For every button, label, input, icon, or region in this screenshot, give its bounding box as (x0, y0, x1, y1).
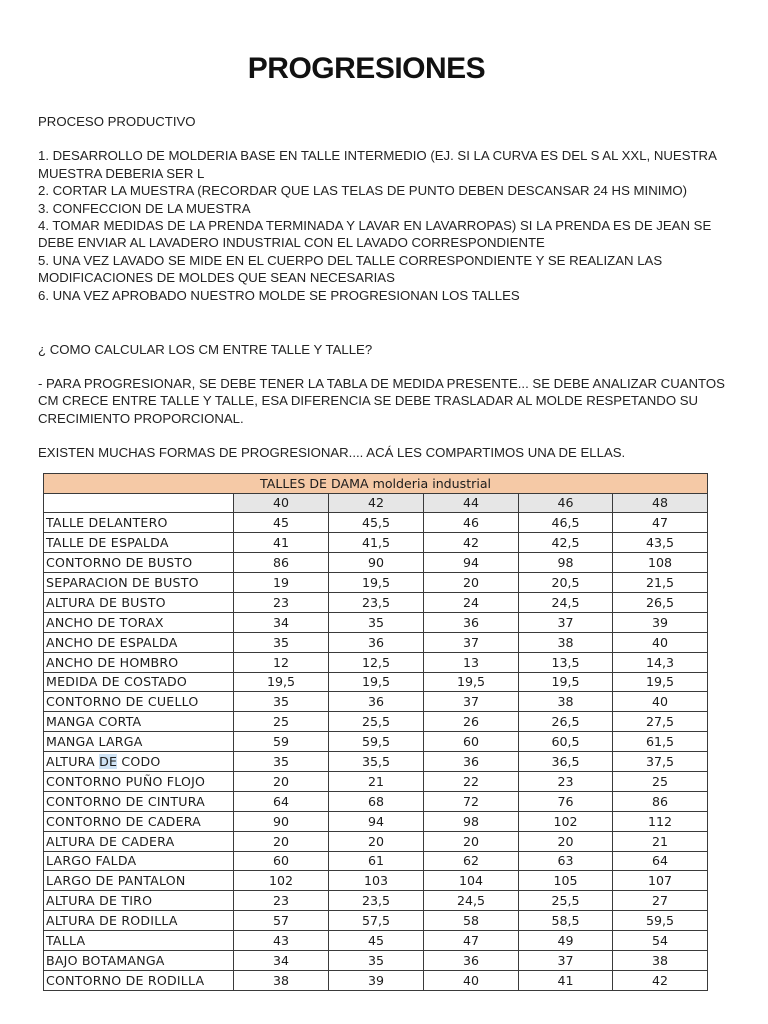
table-cell: 39 (613, 612, 708, 632)
size-header-blank (44, 493, 234, 513)
closing-text: EXISTEN MUCHAS FORMAS DE PROGRESIONAR.... ACÁ LES COMPARTIMOS UNA DE ELLAS. (38, 445, 626, 460)
table-cell: 23 (519, 771, 613, 791)
table-cell: 46,5 (519, 513, 613, 533)
table-row (44, 732, 708, 752)
table-row (44, 791, 708, 811)
row-label-part: ALTURA (46, 754, 100, 770)
table-cell: 59,5 (329, 732, 424, 752)
row-label: ALTURA DE CADERA (44, 831, 234, 851)
table-body (44, 513, 708, 990)
table-cell: 112 (613, 811, 708, 831)
row-label: LARGO DE PANTALON (44, 871, 234, 891)
table-cell: 20 (234, 771, 329, 791)
table-cell: 60,5 (519, 732, 613, 752)
table-cell: 35 (234, 752, 329, 772)
row-label: ANCHO DE ESPALDA (44, 632, 234, 652)
row-label: MANGA LARGA (44, 732, 234, 752)
table-cell: 26 (424, 712, 519, 732)
table-cell: 36,5 (519, 752, 613, 772)
table-cell: 57,5 (329, 911, 424, 931)
table-cell: 12,5 (329, 652, 424, 672)
table-row (44, 871, 708, 891)
table-cell: 37 (519, 950, 613, 970)
row-label: LARGO FALDA (44, 851, 234, 871)
size-header: 46 (519, 493, 613, 513)
table-cell: 47 (613, 513, 708, 533)
explanation-text: - PARA PROGRESIONAR, SE DEBE TENER LA TABLA DE MEDIDA PRESENTE... SE DEBE ANALIZAR CUANTOS CM CRECE ENTRE TALLE Y TALLE, ESA DIFERENCIA SE DEBE TRASLADAR AL MOLDE RESPETANDO SU CRECIMIENTO PROPORCIONAL. (38, 376, 725, 426)
table-cell: 58,5 (519, 911, 613, 931)
table-cell: 23 (234, 592, 329, 612)
row-label: ALTURA DE RODILLA (44, 911, 234, 931)
table-cell: 36 (329, 692, 424, 712)
table-cell: 60 (234, 851, 329, 871)
table-cell: 26,5 (519, 712, 613, 732)
table-cell: 36 (424, 752, 519, 772)
table-cell: 25,5 (329, 712, 424, 732)
table-cell: 41 (519, 970, 613, 990)
table-cell: 25 (234, 712, 329, 732)
table-cell: 108 (613, 553, 708, 573)
table-row (44, 891, 708, 911)
table-row (44, 592, 708, 612)
table-cell: 27 (613, 891, 708, 911)
table-cell: 20 (424, 573, 519, 593)
size-header: 42 (329, 493, 424, 513)
measurements-table-container (43, 473, 707, 991)
table-cell: 49 (519, 931, 613, 951)
row-label: MANGA CORTA (44, 712, 234, 732)
table-row (44, 931, 708, 951)
table-cell: 41 (234, 533, 329, 553)
size-header: 44 (424, 493, 519, 513)
table-cell: 62 (424, 851, 519, 871)
table-cell: 24 (424, 592, 519, 612)
table-cell: 25,5 (519, 891, 613, 911)
table-cell: 21,5 (613, 573, 708, 593)
table-cell: 61,5 (613, 732, 708, 752)
table-row (44, 911, 708, 931)
table-cell: 37,5 (613, 752, 708, 772)
table-cell: 38 (519, 692, 613, 712)
process-section (38, 113, 738, 304)
row-label: SEPARACION DE BUSTO (44, 573, 234, 593)
size-header-row (44, 493, 708, 513)
table-cell: 58 (424, 911, 519, 931)
table-cell: 19,5 (329, 573, 424, 593)
table-cell: 42 (424, 533, 519, 553)
table-cell: 21 (329, 771, 424, 791)
row-label: TALLA (44, 931, 234, 951)
table-cell: 102 (519, 811, 613, 831)
table-cell: 36 (424, 950, 519, 970)
step-5: 5. UNA VEZ LAVADO SE MIDE EN EL CUERPO DEL TALLE CORRESPONDIENTE Y SE REALIZAN LAS MODIFICACIONES DE MOLDES QUE SEAN NECESARIAS (38, 252, 663, 286)
table-cell: 59,5 (613, 911, 708, 931)
table-row (44, 612, 708, 632)
table-row (44, 712, 708, 732)
table-cell: 98 (519, 553, 613, 573)
table-cell: 63 (519, 851, 613, 871)
step-2: 2. CORTAR LA MUESTRA (RECORDAR QUE LAS TELAS DE PUNTO DEBEN DESCANSAR 24 HS MINIMO) (38, 183, 688, 199)
row-label: ALTURA DE TIRO (44, 891, 234, 911)
table-cell: 94 (424, 553, 519, 573)
measurements-table (43, 473, 708, 991)
row-label-part: CODO (117, 754, 161, 770)
size-header: 48 (613, 493, 708, 513)
table-cell: 13,5 (519, 652, 613, 672)
table-cell: 41,5 (329, 533, 424, 553)
table-cell: 35,5 (329, 752, 424, 772)
table-cell: 23,5 (329, 592, 424, 612)
table-cell: 35 (329, 950, 424, 970)
row-label: TALLE DELANTERO (44, 513, 234, 533)
step-6: 6. UNA VEZ APROBADO NUESTRO MOLDE SE PROGRESIONAN LOS TALLES (38, 287, 520, 303)
table-cell: 103 (329, 871, 424, 891)
table-cell: 26,5 (613, 592, 708, 612)
row-label (44, 752, 234, 772)
table-cell: 61 (329, 851, 424, 871)
table-cell: 98 (424, 811, 519, 831)
table-cell: 72 (424, 791, 519, 811)
table-cell: 45,5 (329, 513, 424, 533)
question-text: ¿ COMO CALCULAR LOS CM ENTRE TALLE Y TALLE? (38, 342, 373, 357)
table-cell: 40 (613, 632, 708, 652)
table-cell: 107 (613, 871, 708, 891)
table-row (44, 831, 708, 851)
row-label: MEDIDA DE COSTADO (44, 672, 234, 692)
table-cell: 34 (234, 612, 329, 632)
table-cell: 19,5 (519, 672, 613, 692)
step-4: 4. TOMAR MEDIDAS DE LA PRENDA TERMINADA Y LAVAR EN LAVARROPAS) SI LA PRENDA ES DE JEAN SE DEBE ENVIAR AL LAVADERO INDUSTRIAL CON EL LAVADO CORRESPONDIENTE (38, 218, 712, 251)
table-cell: 37 (424, 632, 519, 652)
table-cell: 46 (424, 513, 519, 533)
row-label: ANCHO DE HOMBRO (44, 652, 234, 672)
table-cell: 64 (613, 851, 708, 871)
table-cell: 45 (234, 513, 329, 533)
table-cell: 20,5 (519, 573, 613, 593)
table-cell: 104 (424, 871, 519, 891)
table-cell: 102 (234, 871, 329, 891)
table-cell: 38 (234, 970, 329, 990)
table-cell: 20 (234, 831, 329, 851)
row-label: BAJO BOTAMANGA (44, 950, 234, 970)
row-label: CONTORNO DE CADERA (44, 811, 234, 831)
table-cell: 43,5 (613, 533, 708, 553)
table-cell: 19 (234, 573, 329, 593)
table-cell: 37 (519, 612, 613, 632)
table-cell: 23,5 (329, 891, 424, 911)
row-label: TALLE DE ESPALDA (44, 533, 234, 553)
row-label: CONTORNO DE CUELLO (44, 692, 234, 712)
table-cell: 35 (329, 612, 424, 632)
table-cell: 42,5 (519, 533, 613, 553)
table-cell: 27,5 (613, 712, 708, 732)
size-header: 40 (234, 493, 329, 513)
table-cell: 22 (424, 771, 519, 791)
table-cell: 39 (329, 970, 424, 990)
table-cell: 90 (234, 811, 329, 831)
step-3: 3. CONFECCION DE LA MUESTRA (38, 200, 251, 216)
table-cell: 36 (329, 632, 424, 652)
table-row (44, 752, 708, 772)
table-row (44, 533, 708, 553)
page-title: PROGRESIONES (247, 52, 486, 85)
table-cell: 60 (424, 732, 519, 752)
table-row (44, 970, 708, 990)
row-label: ANCHO DE TORAX (44, 612, 234, 632)
table-row (44, 632, 708, 652)
step-1: 1. DESARROLLO DE MOLDERIA BASE EN TALLE INTERMEDIO (EJ. SI LA CURVA ES DEL S AL XXL, NUESTRA MUESTRA DEBERIA SER L (38, 148, 717, 181)
table-cell: 20 (519, 831, 613, 851)
table-cell: 21 (613, 831, 708, 851)
table-cell: 47 (424, 931, 519, 951)
table-caption: TALLES DE DAMA molderia industrial (44, 474, 708, 494)
table-row (44, 652, 708, 672)
row-label: CONTORNO DE CINTURA (44, 791, 234, 811)
table-cell: 76 (519, 791, 613, 811)
table-cell: 19,5 (234, 672, 329, 692)
table-row (44, 672, 708, 692)
table-row (44, 513, 708, 533)
table-cell: 57 (234, 911, 329, 931)
table-row (44, 771, 708, 791)
table-cell: 42 (613, 970, 708, 990)
table-cell: 12 (234, 652, 329, 672)
table-cell: 40 (424, 970, 519, 990)
table-cell: 59 (234, 732, 329, 752)
table-cell: 40 (613, 692, 708, 712)
table-row (44, 950, 708, 970)
table-cell: 34 (234, 950, 329, 970)
row-label: CONTORNO DE RODILLA (44, 970, 234, 990)
table-cell: 13 (424, 652, 519, 672)
highlighted-text: DE (99, 754, 118, 770)
table-cell: 45 (329, 931, 424, 951)
table-cell: 14,3 (613, 652, 708, 672)
table-row (44, 692, 708, 712)
table-cell: 43 (234, 931, 329, 951)
table-cell: 20 (329, 831, 424, 851)
table-cell: 24,5 (424, 891, 519, 911)
table-cell: 36 (424, 612, 519, 632)
table-cell: 54 (613, 931, 708, 951)
table-cell: 105 (519, 871, 613, 891)
table-cell: 37 (424, 692, 519, 712)
table-cell: 38 (613, 950, 708, 970)
table-cell: 25 (613, 771, 708, 791)
table-cell: 68 (329, 791, 424, 811)
table-cell: 20 (424, 831, 519, 851)
table-cell: 19,5 (613, 672, 708, 692)
section-heading: PROCESO PRODUCTIVO (38, 114, 196, 129)
table-cell: 86 (234, 553, 329, 573)
row-label: CONTORNO PUÑO FLOJO (44, 771, 234, 791)
row-label: CONTORNO DE BUSTO (44, 553, 234, 573)
table-row (44, 573, 708, 593)
table-row (44, 851, 708, 871)
table-cell: 24,5 (519, 592, 613, 612)
table-cell: 23 (234, 891, 329, 911)
table-cell: 19,5 (424, 672, 519, 692)
table-row (44, 811, 708, 831)
table-cell: 35 (234, 692, 329, 712)
table-cell: 86 (613, 791, 708, 811)
table-cell: 35 (234, 632, 329, 652)
table-cell: 19,5 (329, 672, 424, 692)
table-row (44, 553, 708, 573)
table-cell: 90 (329, 553, 424, 573)
table-cell: 38 (519, 632, 613, 652)
row-label: ALTURA DE BUSTO (44, 592, 234, 612)
table-cell: 94 (329, 811, 424, 831)
table-cell: 64 (234, 791, 329, 811)
